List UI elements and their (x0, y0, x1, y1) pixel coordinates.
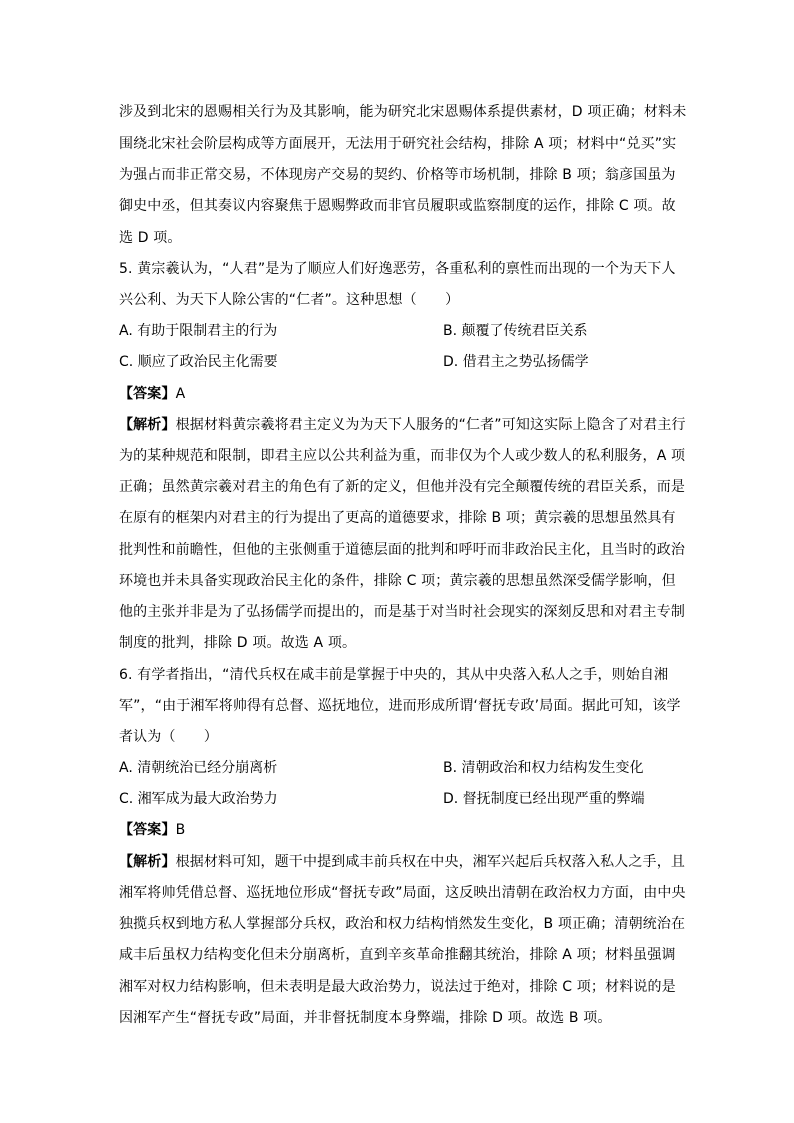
prev-analysis-line: 御史中丞，但其奏议内容聚焦于恩赐弊政而非官员履职或监察制度的运作，排除 C 项。故 (119, 198, 676, 214)
answer-tag: 【答案】 (119, 822, 176, 838)
q5-option-d: D. 借君主之势弘扬儒学 (443, 354, 589, 370)
answer-value: B (175, 822, 186, 838)
q6-analysis-line: 湘军将帅凭借总督、巡抚地位形成“督抚专政”局面，这反映出清朝在政治权力方面，由中央 (119, 885, 686, 901)
q5-option-b: B. 颠覆了传统君臣关系 (443, 323, 588, 339)
q6-stem-line: 军”，“由于湘军将帅得有总督、巡抚地位，进而形成所谓‘督抚专政’局面。据此可知，该学 (119, 698, 681, 714)
prev-analysis-line: 选 D 项。 (119, 230, 182, 246)
q5-analysis-line: 制度的批判，排除 D 项。故选 A 项。 (119, 635, 357, 651)
q5-analysis-line: 环境也并未具备实现政治民主化的条件，排除 C 项；黄宗羲的思想虽然深受儒学影响，但 (119, 573, 676, 589)
q6-stem-line: 者认为（ ） (119, 729, 219, 745)
q5-option-a: A. 有助于限制君主的行为 (119, 323, 278, 339)
q6-option-b: B. 清朝政治和权力结构发生变化 (443, 760, 644, 776)
q6-option-c: C. 湘军成为最大政治势力 (119, 791, 278, 807)
q5-analysis-line: 批判性和前瞻性，但他的主张侧重于道德层面的批判和呼吁而非政治民主化，且当时的政治 (119, 542, 685, 558)
answer-value: A (175, 386, 186, 402)
prev-analysis-line: 为强占而非正常交易，不体现房产交易的契约、价格等市场机制，排除 B 项；翁彦国虽为 (119, 167, 676, 183)
q5-option-c: C. 顺应了政治民主化需要 (119, 354, 278, 370)
prev-analysis-line: 涉及到北宋的恩赐相关行为及其影响，能为研究北宋恩赐体系提供素材，D 项正确；材料未 (119, 104, 687, 120)
q6-option-a: A. 清朝统治已经分崩离析 (119, 760, 278, 776)
q5-analysis-line: 为的某种规范和限制，即君主应以公共利益为重，而非仅为个人或少数人的私利服务，A 项 (119, 448, 686, 464)
q5-answer (119, 384, 679, 404)
analysis-text: 根据材料可知，题干中提到咸丰前兵权在中央，湘军兴起后兵权落入私人之手，且 (175, 854, 686, 870)
q6-option-d: D. 督抚制度已经出现严重的弊端 (443, 791, 645, 807)
q6-stem-line: 6. 有学者指出，“清代兵权在咸丰前是掌握于中央的，其从中央落入私人之手，则始自湘 (119, 667, 669, 683)
analysis-text: 根据材料黄宗羲将君主定义为为天下人服务的“仁者”可知这实际上隐含了对君主行 (175, 417, 686, 433)
q6-analysis-line: 咸丰后虽权力结构变化但未分崩离析，直到辛亥革命推翻其统治，排除 A 项；材料虽强调 (119, 947, 676, 963)
q5-analysis-line: 在原有的框架内对君主的行为提出了更高的道德要求，排除 B 项；黄宗羲的思想虽然具有 (119, 510, 676, 526)
q6-answer (119, 820, 679, 840)
q5-analysis-line: 正确；虽然黄宗羲对君主的角色有了新的定义，但他并没有完全颠覆传统的君臣关系，而是 (119, 479, 685, 495)
q6-analysis-line: 湘军对权力结构影响，但未表明是最大政治势力，说法过于绝对，排除 C 项；材料说的是 (119, 979, 676, 995)
q5-stem-line: 5. 黄宗羲认为，“人君”是为了顺应人们好逸恶劳，各重私利的禀性而出现的一个为天下人 (119, 261, 676, 277)
q6-analysis-line (119, 852, 686, 872)
answer-tag: 【答案】 (119, 386, 176, 402)
q5-analysis-line: 他的主张并非是为了弘扬儒学而提出的，而是基于对当时社会现实的深刻反思和对君主专制 (119, 604, 685, 620)
q5-analysis-line (119, 415, 686, 435)
analysis-tag: 【解析】 (119, 854, 176, 870)
q5-stem-line: 兴公利、为天下人除公害的“仁者”。这种思想（ ） (119, 292, 460, 308)
q6-analysis-line: 独揽兵权到地方私人掌握部分兵权，政治和权力结构悄然发生变化，B 项正确；清朝统治在 (119, 916, 686, 932)
prev-analysis-line: 围绕北宋社会阶层构成等方面展开，无法用于研究社会结构，排除 A 项；材料中“兑买”实 (119, 136, 677, 152)
analysis-tag: 【解析】 (119, 417, 176, 433)
q6-analysis-line: 因湘军产生“督抚专政”局面，并非督抚制度本身弊端，排除 D 项。故选 B 项。 (119, 1010, 612, 1026)
